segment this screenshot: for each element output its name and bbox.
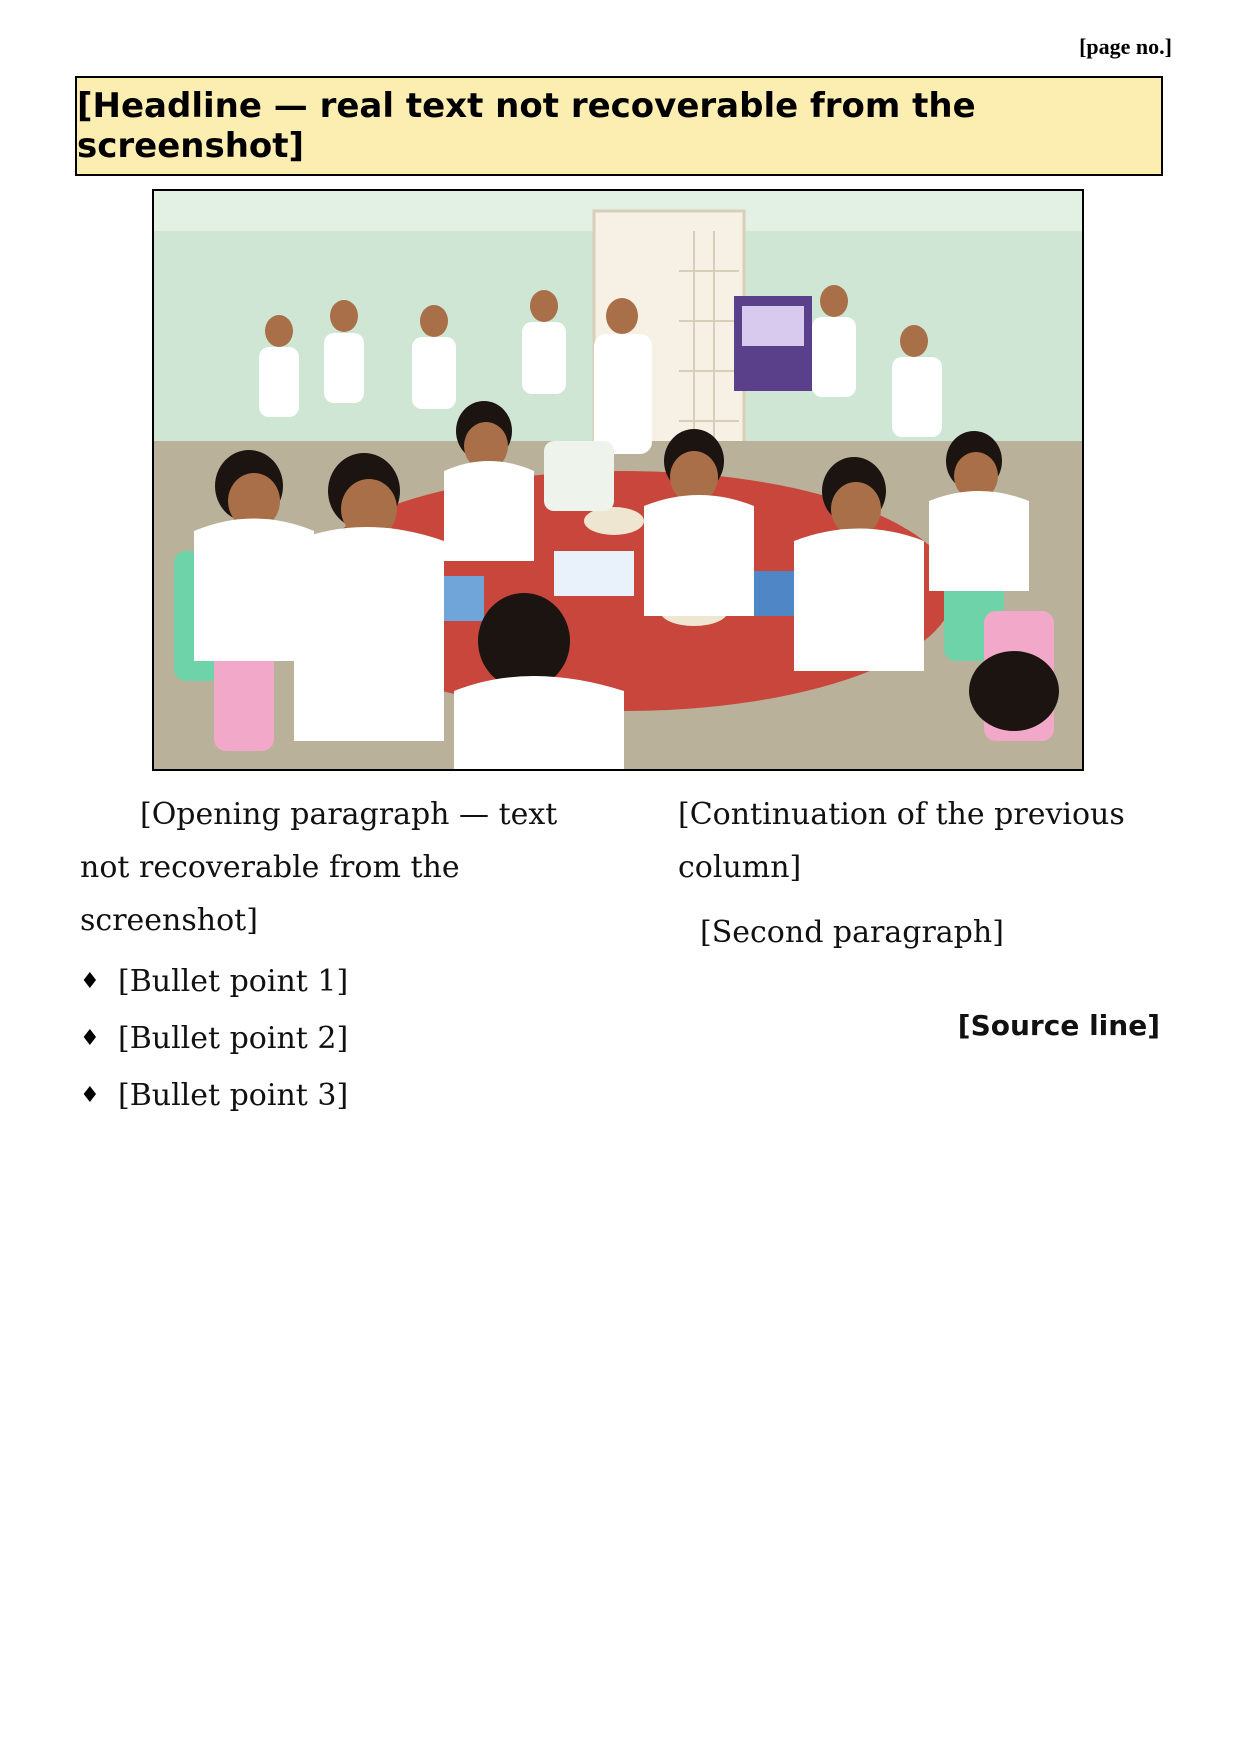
body-paragraph: [Second paragraph] [700, 915, 1004, 950]
list-item [80, 955, 600, 1008]
source-citation: [Source line] [957, 1009, 1160, 1042]
page-number: [page no.] [1079, 34, 1172, 59]
photo-illustration [154, 191, 1082, 769]
title-banner [75, 76, 1163, 176]
bullet-continuation: [Continuation of the previous column] [678, 797, 1125, 885]
article-photo [152, 189, 1084, 771]
bullet-text: [Bullet point 3] [118, 1078, 349, 1113]
page-title: [Headline — real text not recoverable from the screenshot] [77, 86, 976, 166]
diamond-bullet-icon: ♦ [80, 1083, 100, 1108]
bullet-text: [Bullet point 2] [118, 1021, 349, 1056]
list-item [80, 1069, 600, 1122]
left-column [80, 788, 600, 1126]
list-item [80, 1012, 600, 1065]
diamond-bullet-icon: ♦ [80, 1026, 100, 1051]
intro-paragraph: [Opening paragraph — text not recoverable from the screenshot] [80, 797, 558, 938]
right-column [640, 788, 1160, 1052]
training-bullet-list [80, 955, 600, 1122]
bullet-text: [Bullet point 1] [118, 964, 349, 999]
diamond-bullet-icon: ♦ [80, 969, 100, 994]
